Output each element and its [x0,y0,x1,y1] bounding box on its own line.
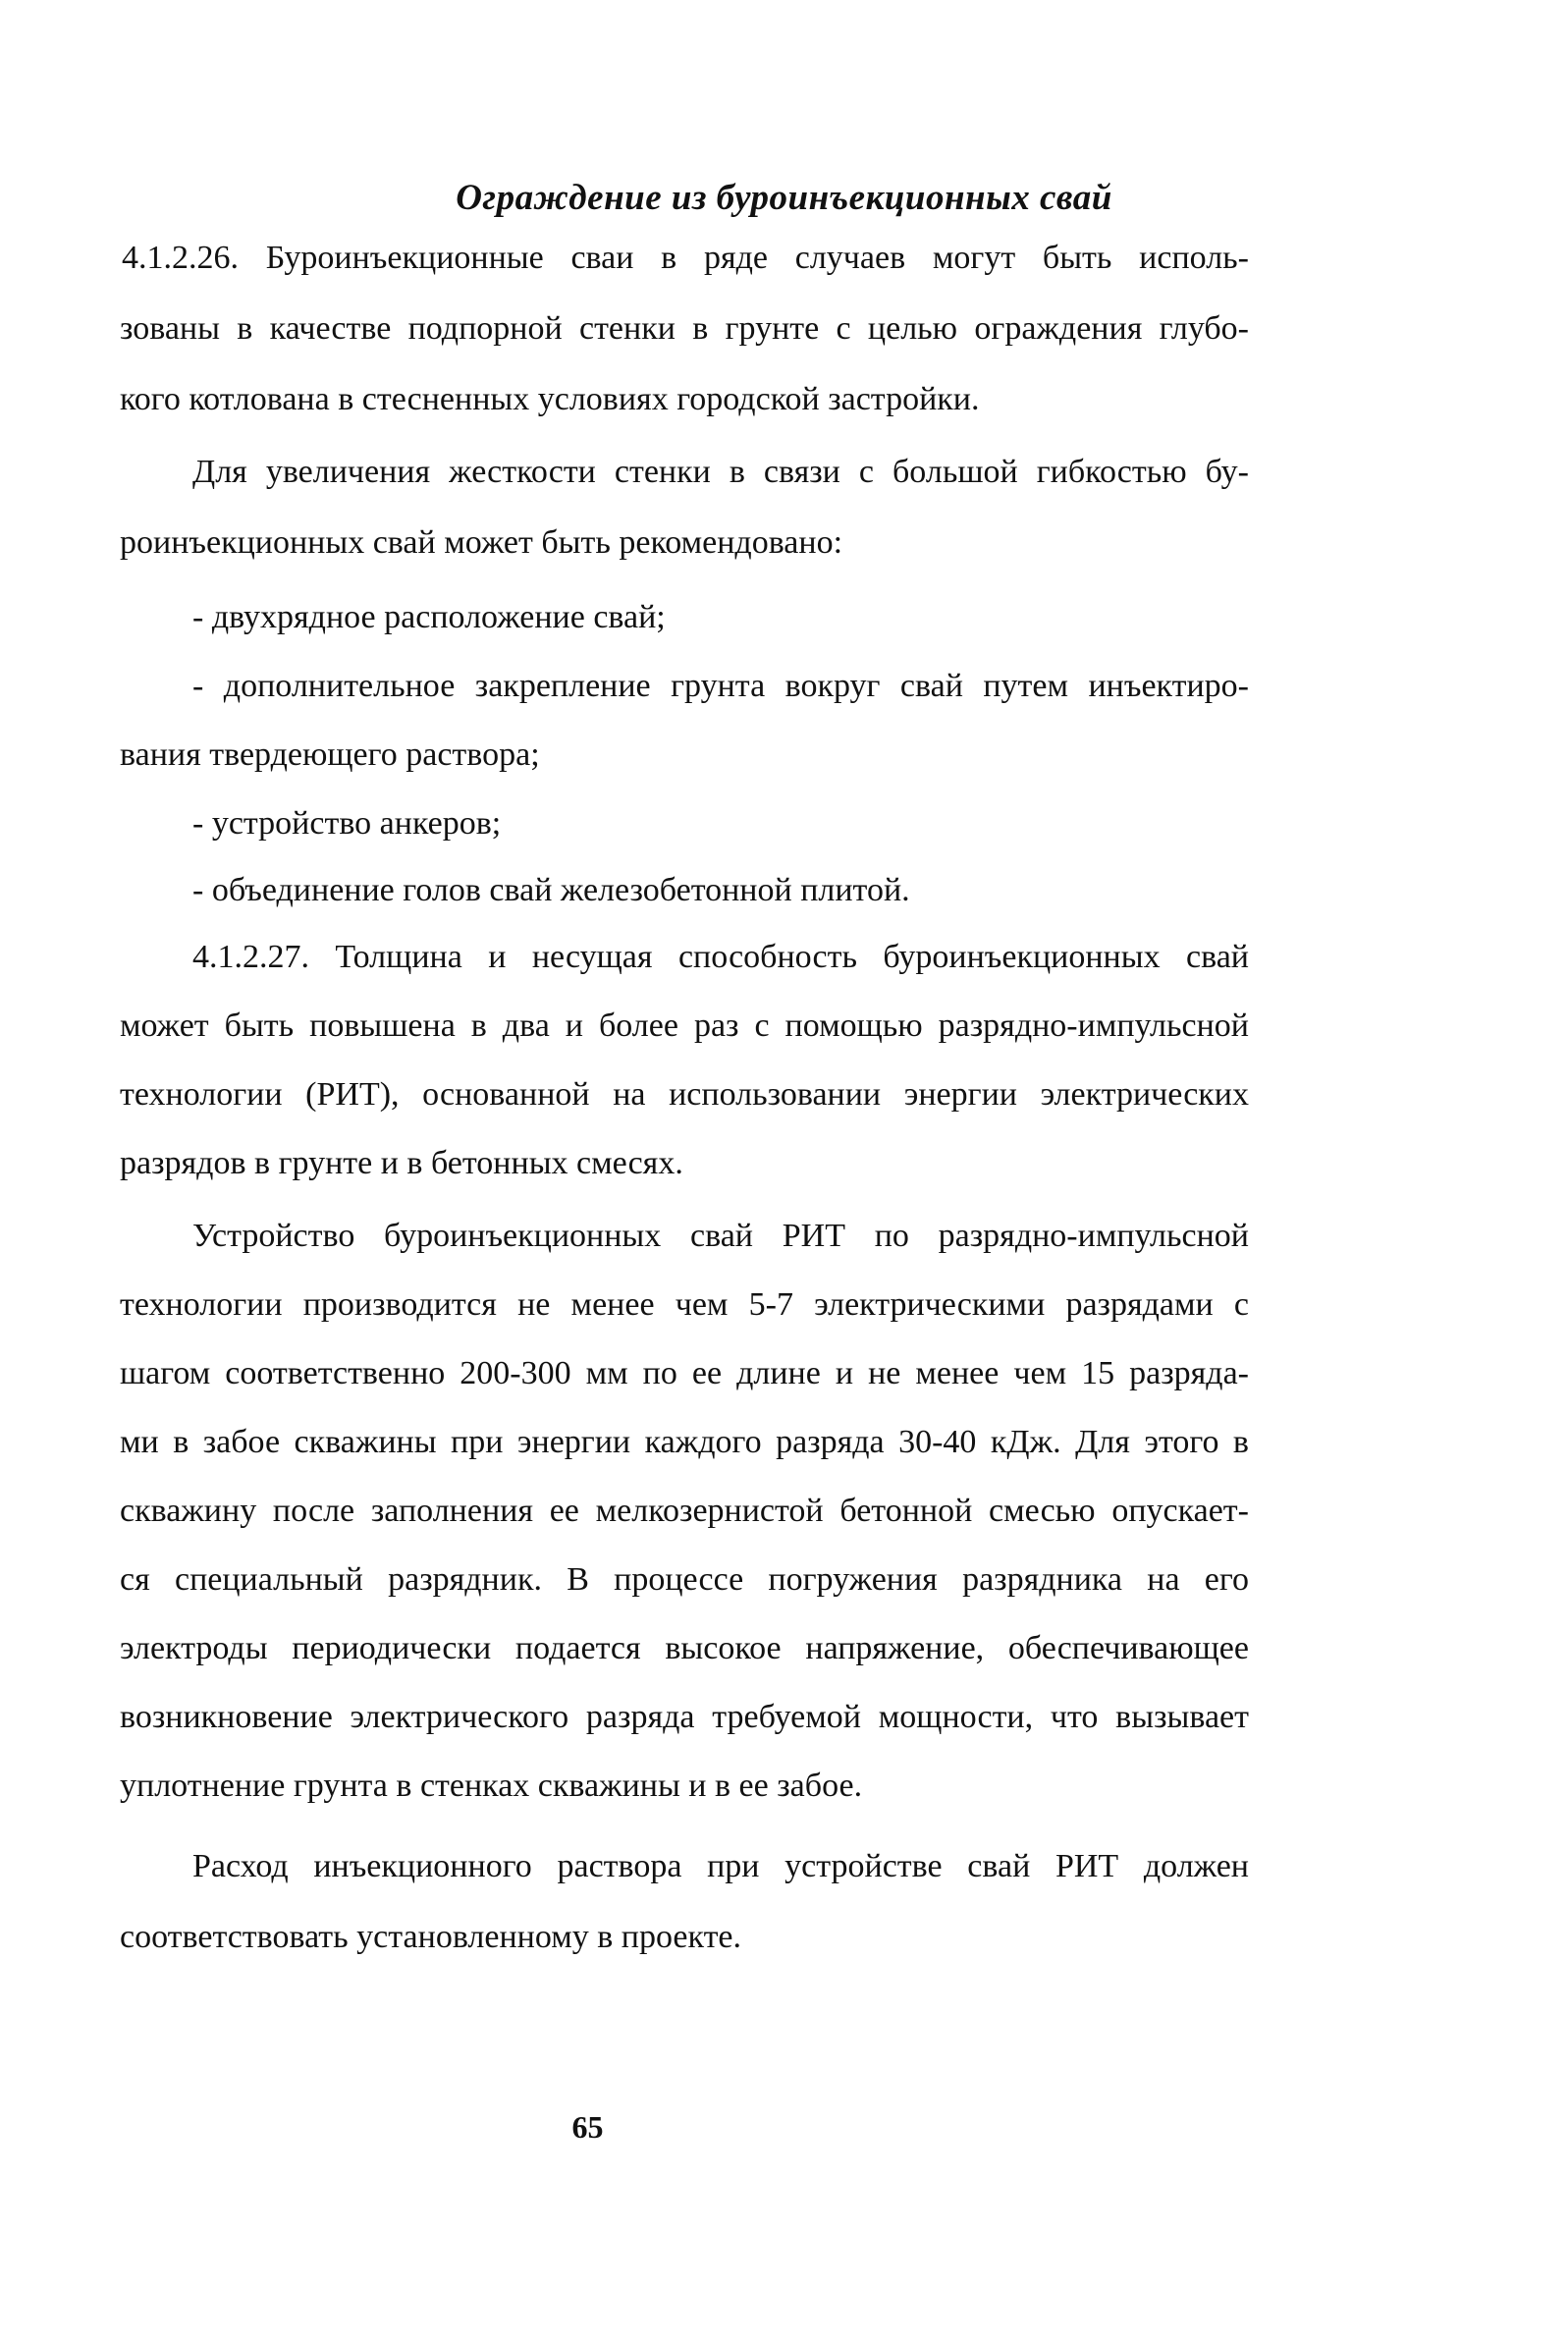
list-item: - объединение голов свай железобетонной плитой. [192,872,910,908]
paragraph-line: ся специальный разрядник. В процессе погружения разрядника на его [120,1561,1249,1598]
paragraph-line: Для увеличения жесткости стенки в связи с большой гибкостью бу- [192,454,1249,490]
paragraph-line: электроды периодически подается высокое напряжение, обеспечивающее [120,1630,1249,1666]
page-number: 65 [571,2109,604,2145]
paragraph-line: соответствовать установленному в проекте. [120,1919,742,1955]
paragraph-line: технологии (РИТ), основанной на использовании энергии электрических [120,1076,1249,1113]
paragraph-line: роинъекционных свай может быть рекомендовано: [120,524,843,561]
paragraph-line: кого котлована в стесненных условиях городской застройки. [120,381,980,417]
paragraph-line: шагом соответственно 200-300 мм по ее длине и не менее чем 15 разряда- [120,1355,1249,1391]
paragraph-line: уплотнение грунта в стенках скважины и в ее забое. [120,1768,863,1804]
paragraph-line: Устройство буроинъекционных свай РИТ по разрядно-импульсной [192,1218,1249,1254]
paragraph-line: 4.1.2.26. Буроинъекционные сваи в ряде случаев могут быть исполь- [122,240,1249,276]
paragraph-line: возникновение электрического разряда требуемой мощности, что вызывает [120,1699,1249,1735]
paragraph-line: скважину после заполнения ее мелкозернистой бетонной смесью опускает- [120,1493,1249,1529]
list-item: - дополнительное закрепление грунта вокруг свай путем инъектиро- [192,668,1249,704]
paragraph-line: Расход инъекционного раствора при устройстве свай РИТ должен [192,1848,1249,1884]
paragraph-line: 4.1.2.27. Толщина и несущая способность буроинъекционных свай [192,939,1249,975]
section-heading: Ограждение из буроинъекционных свай [456,178,1112,218]
paragraph-line: зованы в качестве подпорной стенки в грунте с целью ограждения глубо- [120,310,1249,347]
paragraph-line: технологии производится не менее чем 5-7 электрическими разрядами с [120,1286,1249,1323]
list-item: - устройство анкеров; [192,805,502,842]
paragraph-line: ми в забое скважины при энергии каждого разряда 30-40 кДж. Для этого в [120,1424,1249,1460]
list-item-continuation: вания твердеющего раствора; [120,736,540,773]
paragraph-line: может быть повышена в два и более раз с помощью разрядно-импульсной [120,1007,1249,1044]
paragraph-line: разрядов в грунте и в бетонных смесях. [120,1145,683,1181]
list-item: - двухрядное расположение свай; [192,599,666,635]
